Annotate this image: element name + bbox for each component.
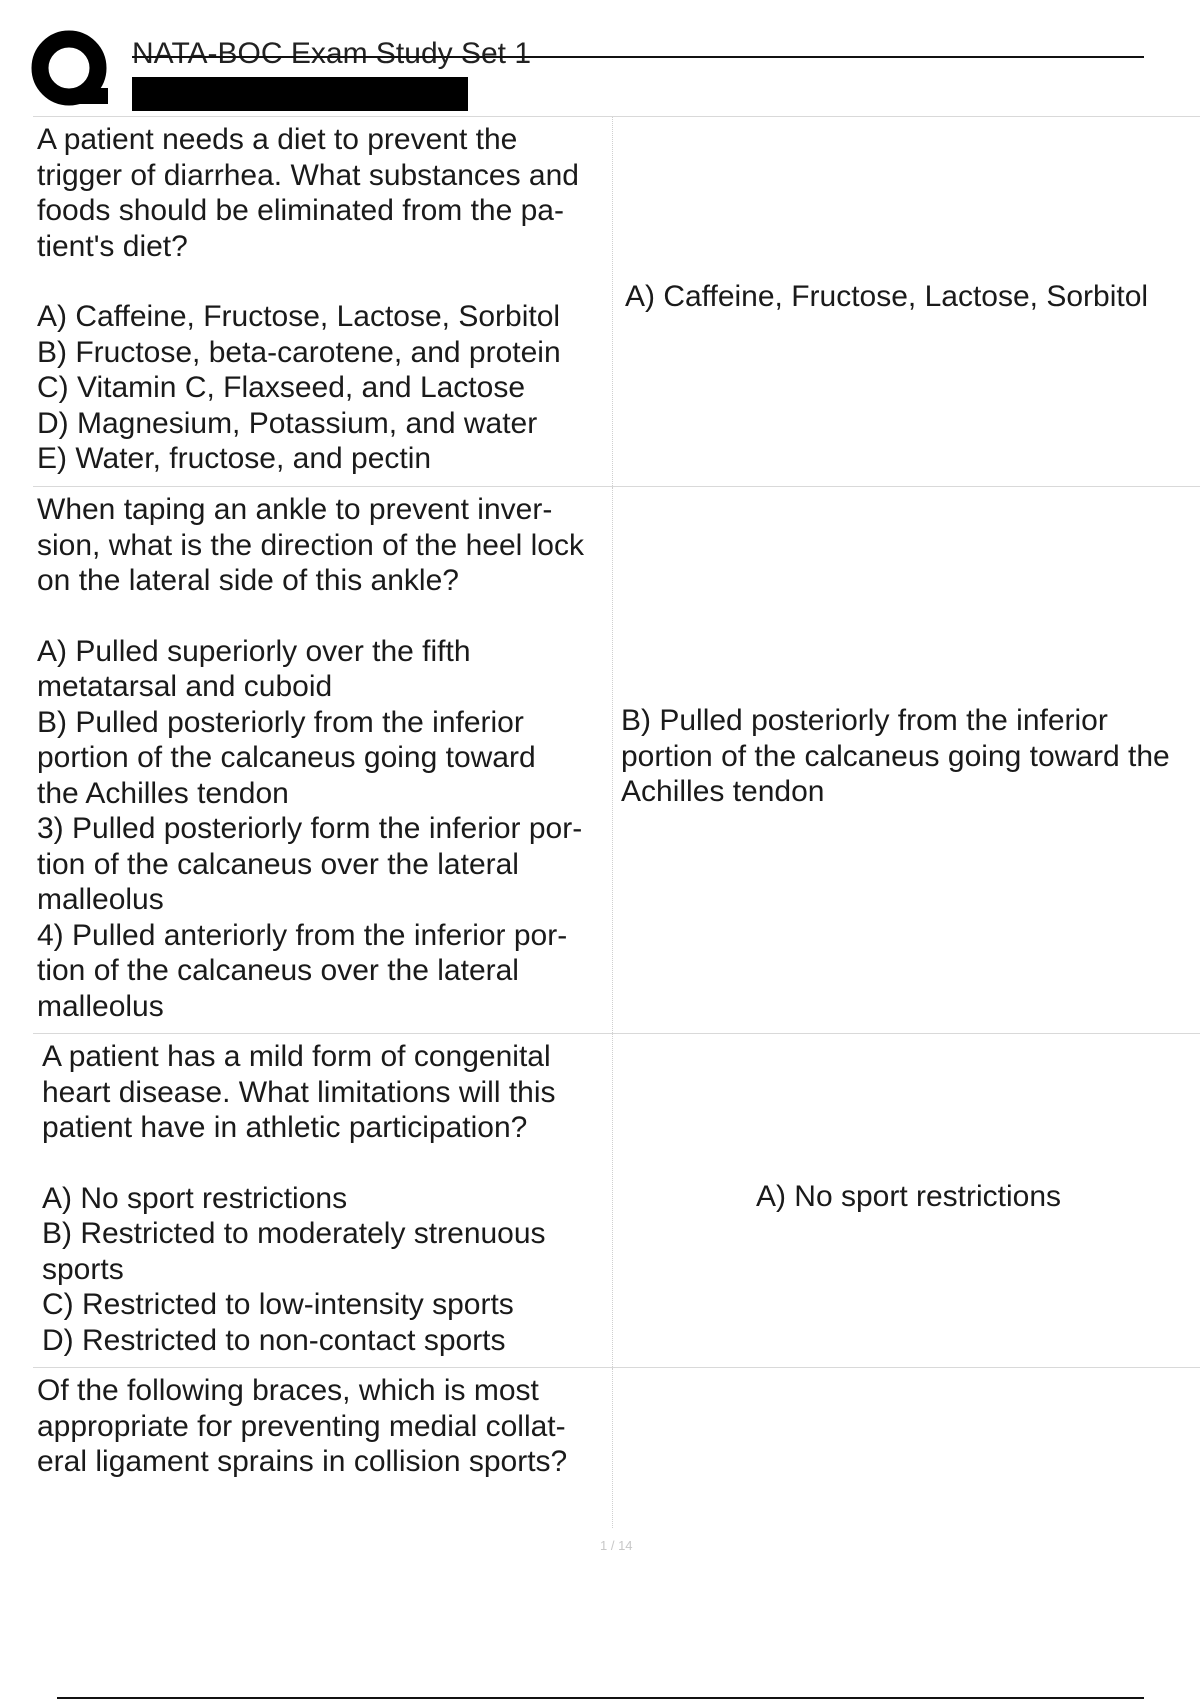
- option-line: B) Restricted to moderately strenuous: [42, 1217, 546, 1250]
- flashcard-row: [33, 117, 1200, 487]
- flashcard-row: [33, 487, 1200, 1034]
- answer-line: B) Pulled posteriorly from the inferior: [621, 704, 1108, 737]
- option-line: tion of the calcaneus over the lateral: [37, 847, 519, 881]
- document-title: NATA-BOC Exam Study Set 1: [132, 37, 532, 70]
- question-line: appropriate for preventing medial collat-: [37, 1409, 566, 1443]
- answer-cell: [613, 487, 1200, 1033]
- question-line: on the lateral side of this ankle?: [37, 564, 459, 597]
- option-line: A) Pulled superiorly over the fifth: [37, 634, 471, 668]
- question-line: patient have in athletic participation?: [42, 1111, 528, 1144]
- option-line: C) Vitamin C, Flaxseed, and Lactose: [37, 371, 526, 404]
- redaction-bar: [132, 77, 468, 111]
- page-number: 1 / 14: [600, 1538, 633, 1553]
- question-cell: [33, 1368, 613, 1528]
- footer-rule: [57, 1697, 1144, 1699]
- answer-line: Achilles tendon: [621, 775, 825, 808]
- option-line: tion of the calcaneus over the lateral: [37, 954, 519, 987]
- question-line: A patient has a mild form of congenital: [42, 1040, 551, 1073]
- option-line: B) Fructose, beta-carotene, and protein: [37, 335, 561, 369]
- answer-line: A) Caffeine, Fructose, Lactose, Sorbitol: [625, 280, 1149, 313]
- option-line: C) Restricted to low-intensity sports: [42, 1288, 514, 1321]
- q-logo-icon: [30, 28, 112, 110]
- answer-line: A) No sport restrictions: [755, 1180, 1062, 1213]
- question-line: A patient needs a diet to prevent the: [37, 123, 518, 156]
- question-cell: [33, 117, 613, 486]
- question-line: trigger of diarrhea. What substances and: [37, 158, 579, 192]
- answer-line: portion of the calcaneus going toward the: [621, 739, 1170, 773]
- option-line: D) Restricted to non-contact sports: [42, 1323, 506, 1357]
- flashcard-table: [33, 117, 1200, 1528]
- flashcard-row: [33, 1368, 1200, 1528]
- option-line: B) Pulled posteriorly from the inferior: [37, 705, 524, 739]
- title-rule: [132, 56, 1144, 58]
- answer-cell: [613, 1034, 1200, 1367]
- option-line: sports: [42, 1252, 124, 1286]
- option-line: the Achilles tendon: [37, 776, 289, 810]
- option-line: D) Magnesium, Potassium, and water: [37, 406, 538, 440]
- flashcard-row: [33, 1034, 1200, 1368]
- question-line: sion, what is the direction of the heel lock: [37, 528, 584, 562]
- option-line: 4) Pulled anteriorly from the inferior por-: [37, 918, 568, 952]
- question-line: eral ligament sprains in collision sports?: [37, 1445, 568, 1478]
- option-line: A) Caffeine, Fructose, Lactose, Sorbitol: [37, 300, 561, 333]
- option-line: portion of the calcaneus going toward: [37, 741, 536, 774]
- option-line: malleolus: [37, 989, 164, 1023]
- question-cell: [33, 487, 613, 1033]
- question-cell: [33, 1034, 613, 1367]
- question-line: Of the following braces, which is most: [37, 1374, 539, 1407]
- answer-cell: [613, 117, 1200, 486]
- option-line: E) Water, fructose, and pectin: [37, 442, 432, 475]
- answer-cell: [613, 1368, 1200, 1528]
- option-line: metatarsal and cuboid: [37, 670, 333, 703]
- option-line: 3) Pulled posteriorly form the inferior por-: [37, 812, 583, 845]
- question-line: foods should be eliminated from the pa-: [37, 194, 564, 227]
- option-line: malleolus: [37, 883, 164, 916]
- question-line: When taping an ankle to prevent inver-: [37, 493, 553, 526]
- question-line: heart disease. What limitations will this: [42, 1075, 556, 1109]
- question-line: tient's diet?: [37, 229, 188, 263]
- option-line: A) No sport restrictions: [42, 1181, 348, 1215]
